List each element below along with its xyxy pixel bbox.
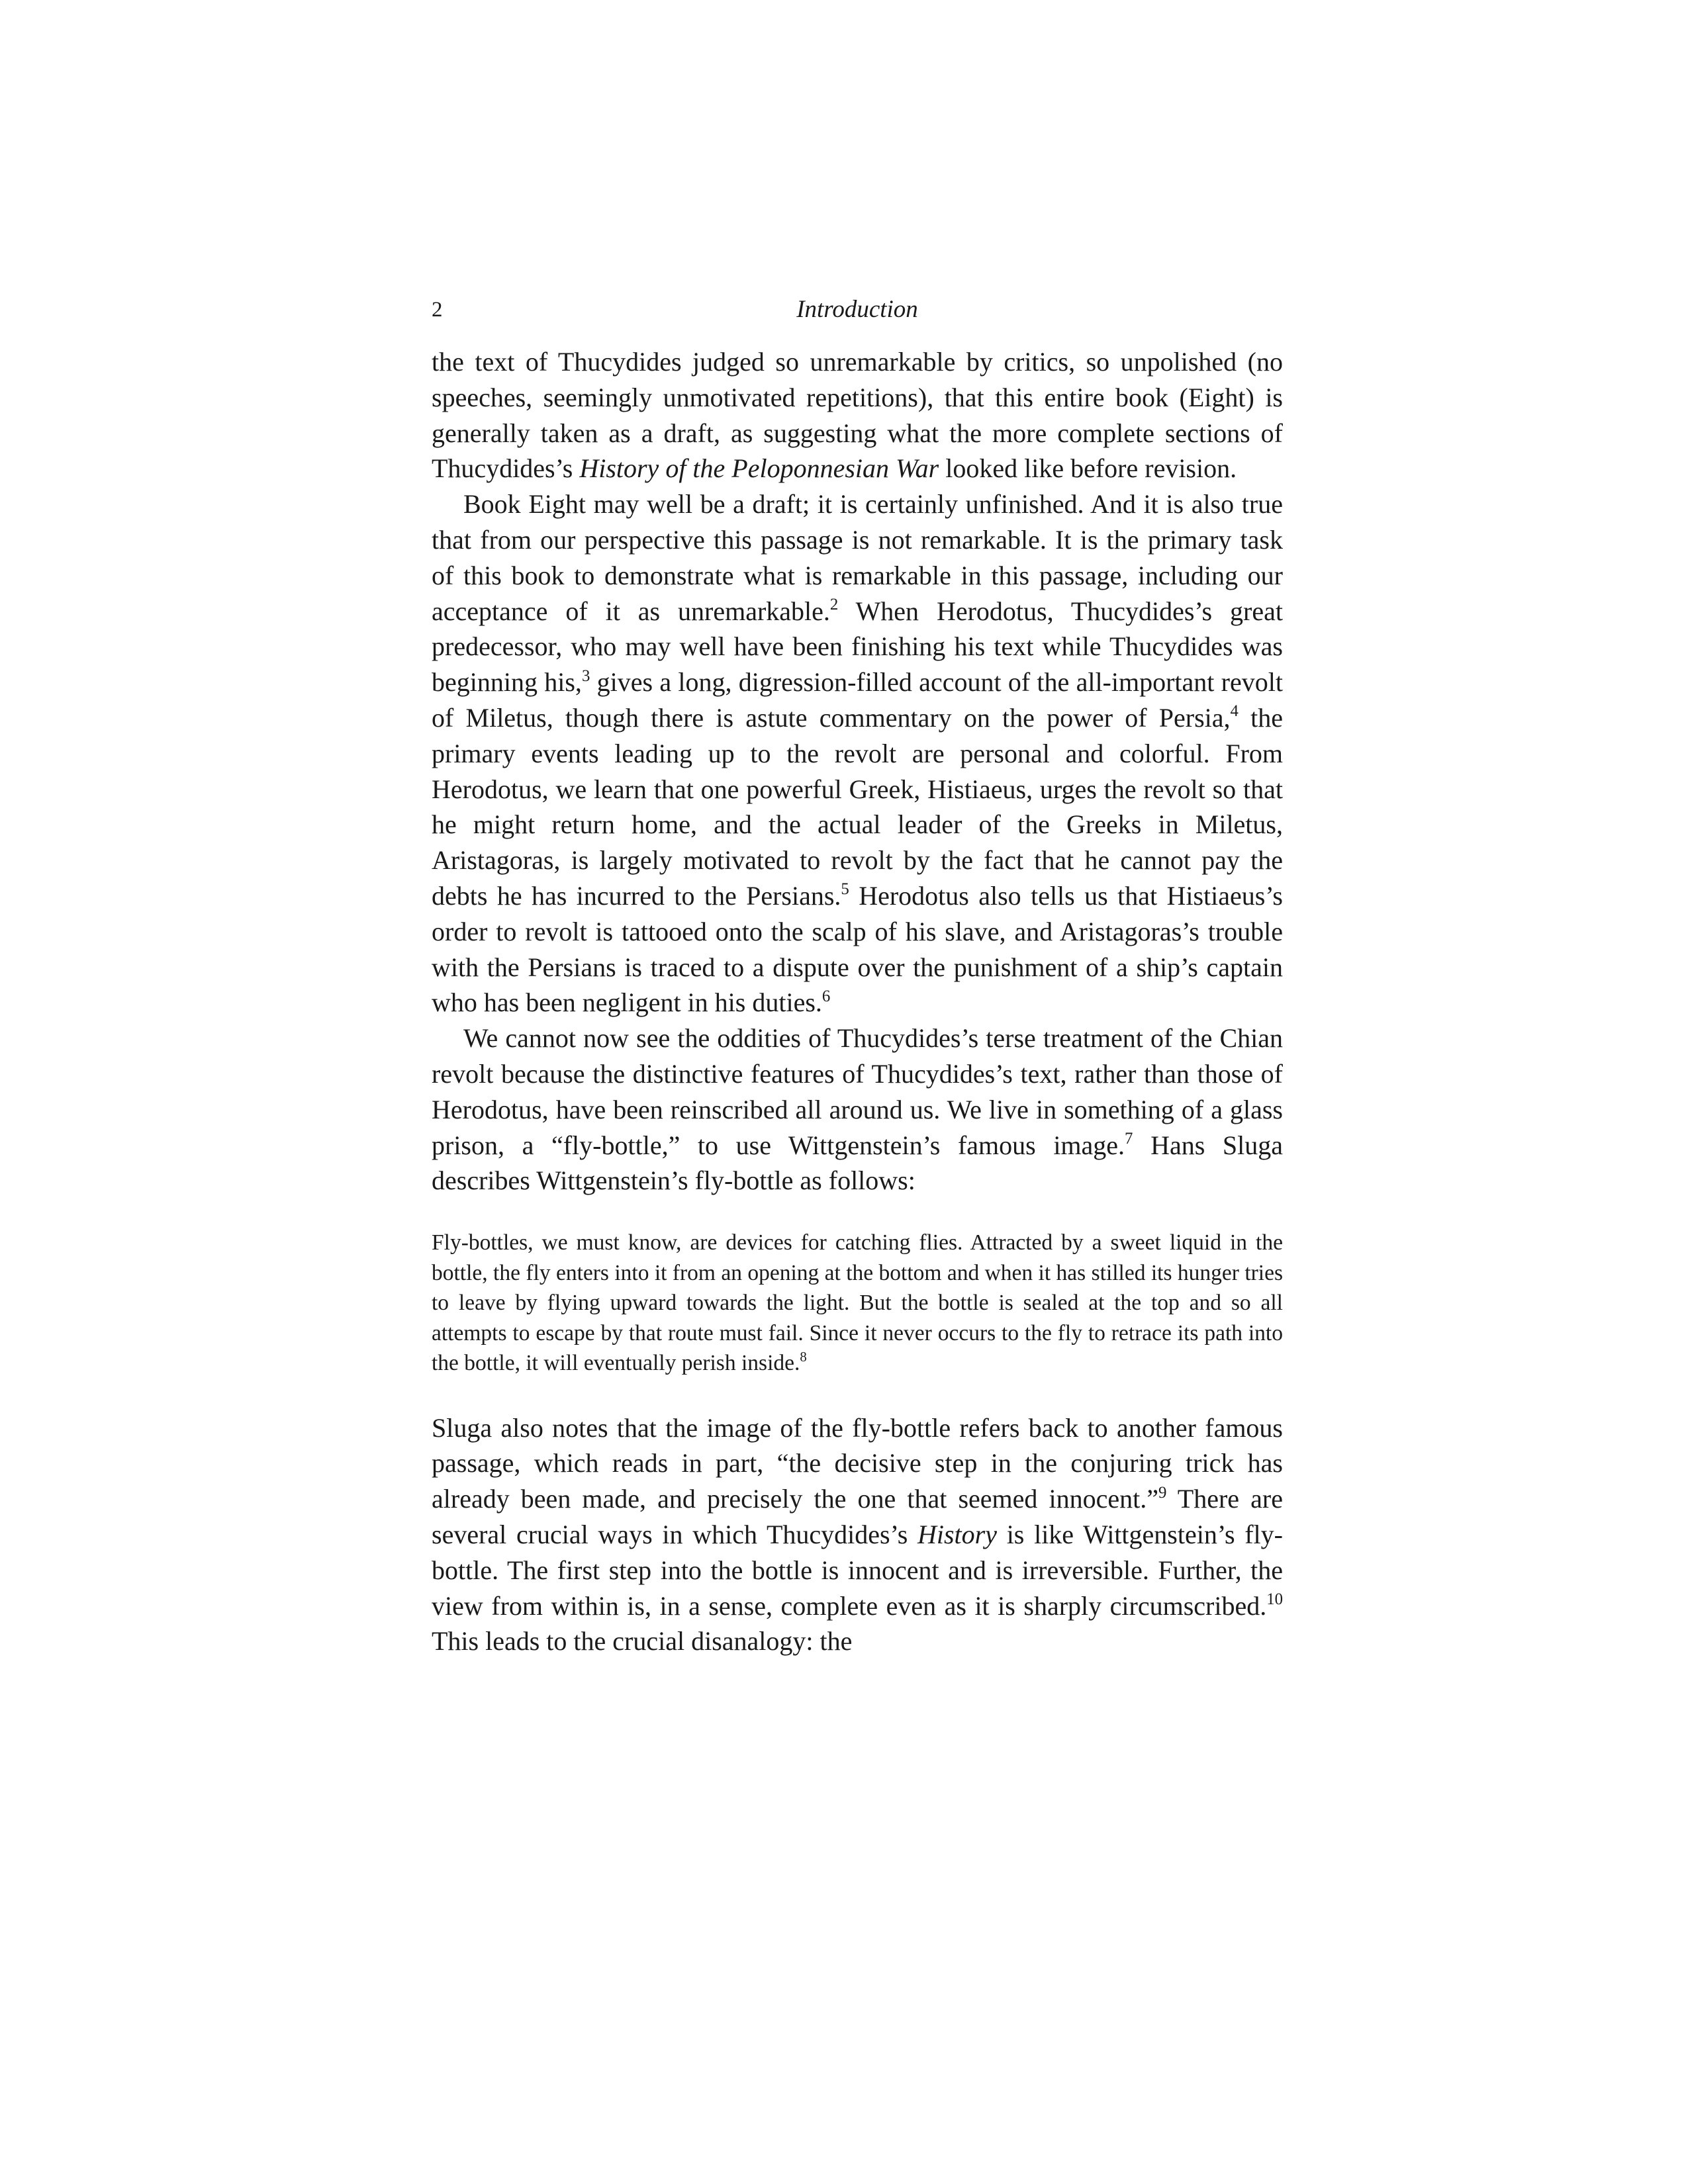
footnote-ref-4[interactable]: 4 [1230,702,1239,721]
chapter-title: Introduction [796,296,918,323]
footnote-ref-10[interactable]: 10 [1266,1590,1283,1609]
footnote-ref-6[interactable]: 6 [821,987,831,1005]
running-head [432,291,1283,331]
paragraph-1: the text of Thucydides judged so unremarkable by critics, so unpolished (no speeches, seemingly unmotivated repetitions), that this entire book (Eight) is generally taken as a draft, as suggesting what the more complete sections of Thucydides’s History of the Peloponnesian War looked like before revision. [432,347,1283,484]
block-quote: Fly-bottles, we must know, are devices for catching flies. Attracted by a sweet liquid in the bottle, the fly enters into it from an opening at the bottom and when it has stilled its hunger tries to leave by flying upward towards the light. But the bottle is sealed at the top and so all attempts to escape by that route must fail. Since it never occurs to the fly to retrace its path into the bottle, it will eventually perish inside.$^8$ [432,1230,1283,1376]
footnote-ref-3[interactable]: 3 [581,666,590,685]
footnote-ref-9[interactable]: 9 [1158,1483,1167,1502]
paragraph-2: Book Eight may well be a draft; it is certainly unfinished. And it is also true that from our perspective this passage is not remarkable. It is the primary task of this book to demonstrate what is remarkable in this passage, including our acceptance of it as unremarkable.$^2$ When Herodotus, Thucydides’s great predecessor, who may well have been finishing his text while Thucydides was beginning his,$^3$ gives a long, digression-filled account of the all-important revolt of Miletus, though there is astute commentary on the power of Persia,$^4$ the primary events leading up to the revolt are personal and colorful. From Herodotus, we learn that one powerful Greek, Histiaeus, urges the revolt so that he might return home, and the actual leader of the Greeks in Miletus, Aristagoras, is largely motivated to revolt by the fact that he cannot pay the debts he has incurred to the Persians.$^5$ Herodotus also tells us that Histiaeus’s order to revolt is tattooed onto the scalp of his slave, and Aristagoras’s trouble with the Persians is traced to a dispute over the punishment of a ship’s captain who has been negligent in his duties.$^6$ [432,489,1283,1018]
paragraph-4: Sluga also notes that the image of the fly-bottle refers back to another famous passage, which reads in part, “the decisive step in the conjuring trick has already been made, and precisely the one that seemed innocent.”$^9$ There are several crucial ways in which Thucydides’s History is like Wittgenstein’s fly-bottle. The first step into the bottle is innocent and is irreversible. Further, the view from within is, in a sense, complete even as it is sharply circumscribed.$^{10}$ This leads to the crucial disanalogy: the [432,1412,1283,1657]
paragraph-3: We cannot now see the oddities of Thucydides’s terse treatment of the Chian revolt because the distinctive features of Thucydides’s text, rather than those of Herodotus, have been reinscribed all around us. We live in something of a glass prison, a “fly-bottle,” to use Wittgenstein’s famous image.$^7$ Hans Sluga describes Wittgenstein’s fly-bottle as follows: [432,1023,1283,1196]
book-title-italic: History of the Peloponnesian War [579,453,939,484]
body-text [432,344,1283,1659]
footnote-ref-5[interactable]: 5 [841,880,849,899]
footnote-ref-2[interactable]: 2 [829,596,839,614]
history-italic: History [917,1520,997,1550]
page-number: 2 [432,298,443,322]
footnote-ref-8[interactable]: 8 [800,1349,807,1365]
footnote-ref-7[interactable]: 7 [1125,1129,1133,1148]
book-page [432,291,1283,1659]
